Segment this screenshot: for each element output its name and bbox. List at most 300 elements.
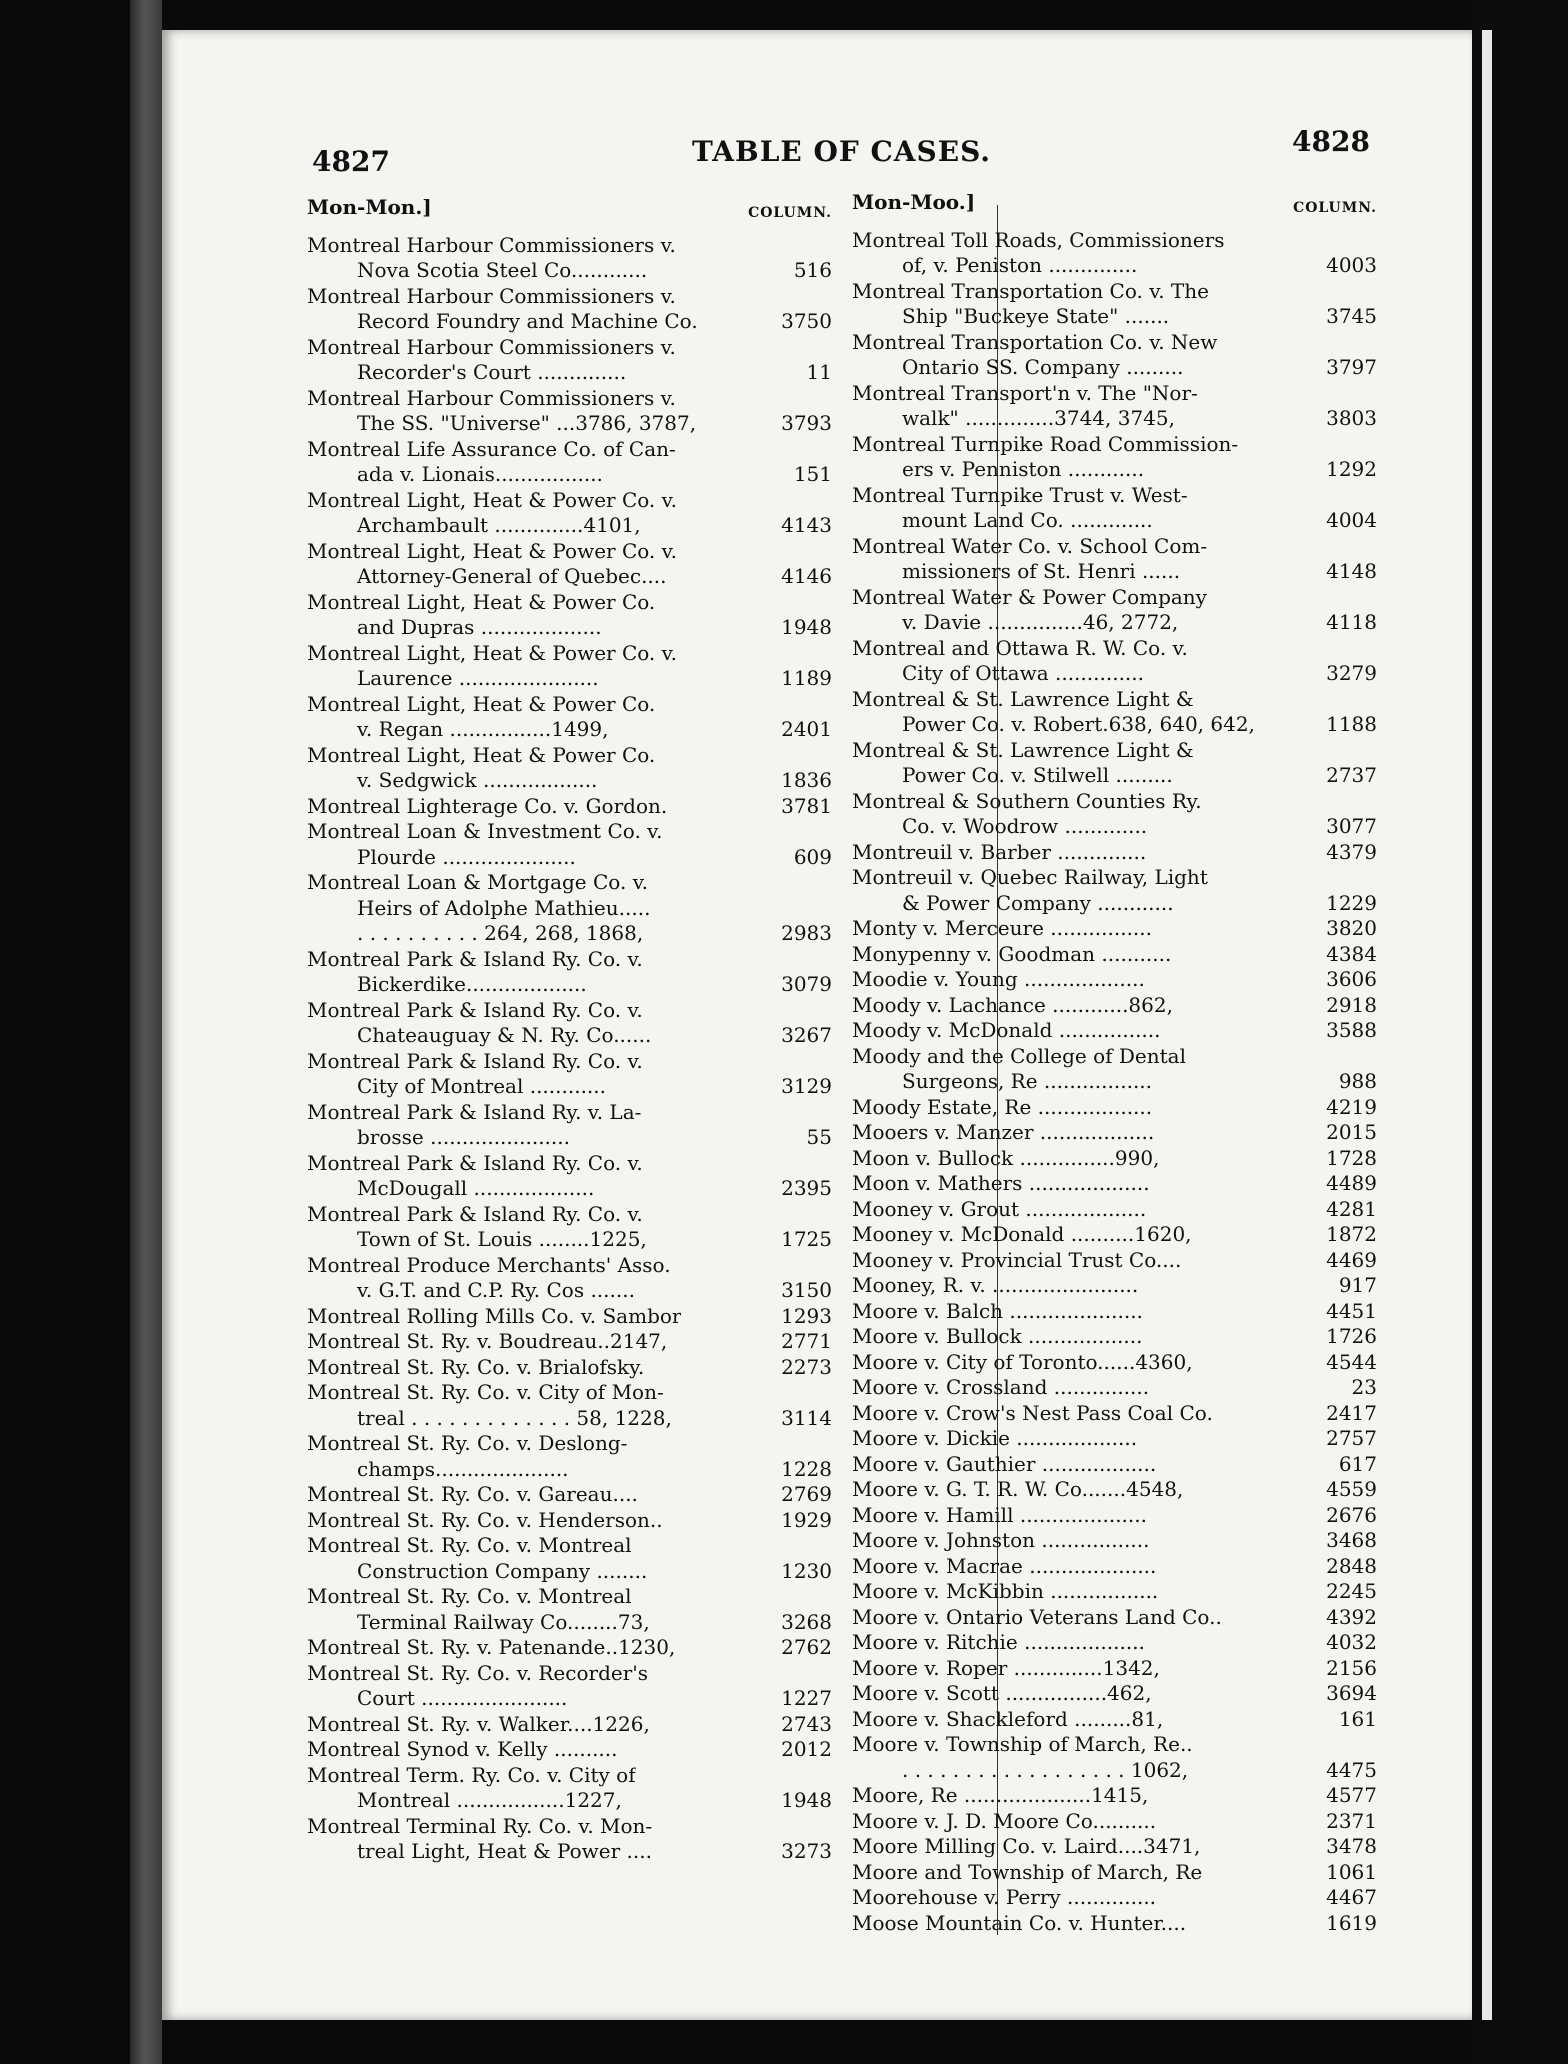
case-text: Montreal Synod v. Kelly .......... (307, 1737, 618, 1761)
case-line (852, 1222, 1377, 1248)
case-line (852, 1860, 1377, 1886)
case-text: Montreal Term. Ry. Co. v. City of (307, 1762, 636, 1787)
case-text: Moore, Re ....................1415, (852, 1783, 1149, 1807)
case-text: Montreal St. Ry. v. Walker....1226, (307, 1711, 650, 1736)
case-entry (307, 335, 832, 386)
column-number: 1230 (781, 1558, 832, 1583)
case-entry (307, 1712, 832, 1738)
column-number: 3468 (1326, 1528, 1377, 1552)
case-entry (852, 1426, 1377, 1452)
case-entry (307, 1380, 832, 1431)
case-line (852, 1783, 1377, 1809)
column-number: 4577 (1326, 1783, 1377, 1807)
case-entry (852, 1911, 1377, 1937)
column-number (826, 1584, 832, 1610)
case-text: Montreal & St. Lawrence Light & (852, 686, 1194, 711)
column-number: 4544 (1326, 1349, 1377, 1374)
case-text: Plourde ..................... (357, 844, 576, 869)
case-line (852, 228, 1377, 254)
column-number (826, 233, 832, 259)
right-column-range: Mon-Moo.] (852, 190, 976, 214)
column-number: 3803 (1326, 406, 1377, 430)
case-text: City of Ottawa .............. (902, 661, 1144, 685)
case-text: Montreal Harbour Commissioners v. (307, 232, 676, 257)
case-line (852, 1630, 1377, 1656)
column-number: 2245 (1326, 1579, 1377, 1603)
case-text: Montreal Loan & Mortgage Co. v. (307, 870, 648, 894)
case-text: Montreuil v. Barber .............. (852, 839, 1147, 864)
case-text: v. Regan ................1499, (357, 717, 609, 741)
case-entry (307, 1304, 832, 1330)
case-line (852, 610, 1377, 636)
column-number: 55 (806, 1125, 832, 1149)
case-entry (852, 381, 1377, 432)
column-number (1371, 432, 1377, 458)
column-number: 4281 (1326, 1196, 1377, 1221)
column-number (1371, 381, 1377, 407)
case-text: Moore Milling Co. v. Laird....3471, (852, 1834, 1201, 1858)
right-entry-list (852, 228, 1377, 1937)
column-number: 2371 (1326, 1808, 1377, 1833)
case-line (307, 615, 832, 641)
case-text: Montreal Park & Island Ry. Co. v. (307, 997, 643, 1022)
case-line (307, 1814, 832, 1840)
column-number (1371, 687, 1377, 713)
case-line (852, 355, 1377, 381)
case-text: Moore v. G. T. R. W. Co.......4548, (852, 1477, 1184, 1501)
case-entry (307, 1737, 832, 1763)
case-text: Montreal Light, Heat & Power Co. v. (307, 538, 677, 563)
case-text: Moore v. Scott ................462, (852, 1681, 1152, 1705)
column-number (826, 819, 832, 845)
right-column-header (852, 190, 1377, 222)
case-line (307, 1049, 832, 1075)
column-number: 1619 (1326, 1910, 1377, 1935)
case-line (852, 1707, 1377, 1733)
column-number (826, 1100, 832, 1126)
column-number (826, 1814, 832, 1840)
case-line (852, 687, 1377, 713)
case-line (852, 661, 1377, 687)
column-number: 4219 (1326, 1094, 1377, 1119)
case-entry (307, 437, 832, 488)
case-text: Montreal Transportation Co. v. The (852, 278, 1209, 303)
case-entry (852, 1120, 1377, 1146)
case-text: Ship "Buckeye State" ....... (902, 304, 1170, 328)
column-number: 617 (1338, 1451, 1377, 1476)
column-number: 4469 (1326, 1247, 1377, 1272)
case-entry (852, 1324, 1377, 1350)
case-entry (307, 386, 832, 437)
case-text: & Power Company ............ (902, 890, 1174, 915)
case-text: Montreal Terminal Ry. Co. v. Mon- (307, 1813, 653, 1838)
case-text: . . . . . . . . . . 264, 268, 1868, (357, 921, 644, 945)
case-text: Montreal Water Co. v. School Com- (852, 533, 1208, 558)
case-line (852, 1171, 1377, 1197)
case-entry (307, 284, 832, 335)
case-entry (852, 687, 1377, 738)
case-text: missioners of St. Henri ...... (902, 559, 1181, 583)
case-text: Heirs of Adolphe Mathieu..... (357, 895, 651, 920)
case-text: Moore v. Macrae .................... (852, 1553, 1157, 1578)
case-line (307, 386, 832, 412)
case-text: v. G.T. and C.P. Ry. Cos ....... (357, 1278, 635, 1302)
case-line (852, 1758, 1377, 1784)
column-number (1371, 865, 1377, 891)
case-text: Montreal Loan & Investment Co. v. (307, 819, 663, 843)
case-entry (852, 789, 1377, 840)
case-line (307, 1151, 832, 1177)
case-text: Montreuil v. Quebec Railway, Light (852, 865, 1208, 889)
case-entry (852, 1146, 1377, 1172)
case-line (307, 411, 832, 437)
case-entry (852, 1018, 1377, 1044)
column-number: 4118 (1326, 610, 1377, 634)
case-text: Montreal St. Ry. Co. v. Deslong- (307, 1431, 628, 1455)
column-number: 2757 (1326, 1426, 1377, 1450)
column-number: 2676 (1326, 1502, 1377, 1527)
column-number (826, 1763, 832, 1789)
case-text: Moore v. Crossland ............... (852, 1375, 1150, 1399)
column-number (826, 641, 832, 667)
case-entry (852, 865, 1377, 916)
column-number: 2769 (781, 1482, 832, 1506)
case-line (852, 891, 1377, 917)
case-text: Mooney, R. v. ....................... (852, 1273, 1139, 1297)
column-number: 988 (1338, 1069, 1377, 1093)
case-text: Monypenny v. Goodman ........... (852, 941, 1172, 966)
case-entry (852, 1375, 1377, 1401)
case-line (852, 1350, 1377, 1376)
case-entry (852, 585, 1377, 636)
column-number: 3267 (781, 1023, 832, 1047)
case-text: v. Davie ...............46, 2772, (902, 610, 1179, 634)
case-text: The SS. "Universe" ...3786, 3787, (357, 411, 697, 435)
column-number: 1188 (1326, 712, 1377, 736)
column-number: 3114 (781, 1405, 832, 1430)
column-number (1371, 279, 1377, 305)
case-text: Moore v. Ritchie ................... (852, 1630, 1145, 1654)
case-text: Montreal Turnpike Road Commission- (852, 431, 1239, 456)
case-line (307, 717, 832, 743)
case-line (307, 921, 832, 947)
case-line (852, 1605, 1377, 1631)
column-number: 2156 (1326, 1655, 1377, 1680)
column-number (826, 386, 832, 412)
column-number: 3820 (1326, 916, 1377, 940)
case-line (307, 1839, 832, 1865)
case-entry (852, 1248, 1377, 1274)
case-line (307, 1253, 832, 1279)
column-number: 4003 (1326, 253, 1377, 277)
case-text: treal Light, Heat & Power .... (357, 1839, 652, 1863)
case-text: Moon v. Bullock ...............990, (852, 1145, 1160, 1170)
column-number: 1872 (1326, 1222, 1377, 1246)
case-line (307, 870, 832, 896)
column-number: 2012 (781, 1737, 832, 1761)
case-entry (307, 1584, 832, 1635)
case-entry (307, 1049, 832, 1100)
case-text: Montreal & St. Lawrence Light & (852, 737, 1194, 762)
case-entry (307, 1253, 832, 1304)
case-text: Mooers v. Manzer .................. (852, 1120, 1155, 1144)
case-line (852, 1273, 1377, 1299)
case-text: Mooney v. Grout ................... (852, 1196, 1147, 1221)
case-text: Moore v. Johnston ................. (852, 1528, 1150, 1552)
case-text: ers v. Penniston ............ (902, 457, 1145, 481)
column-number (1371, 789, 1377, 815)
case-line (307, 284, 832, 310)
case-text: Moore v. McKibbin ................. (852, 1579, 1159, 1603)
case-text: ada v. Lionais................. (357, 462, 603, 486)
case-entry (852, 483, 1377, 534)
column-number (826, 998, 832, 1024)
column-number: 1229 (1326, 890, 1377, 915)
column-number (1371, 534, 1377, 560)
column-number (826, 284, 832, 310)
case-line (307, 1329, 832, 1355)
case-text: Moore v. Ontario Veterans Land Co.. (852, 1604, 1222, 1629)
case-entry (852, 1630, 1377, 1656)
column-number: 3694 (1326, 1681, 1377, 1705)
case-line (852, 534, 1377, 560)
column-number: 2401 (781, 717, 832, 741)
case-entry (852, 1197, 1377, 1223)
case-text: Power Co. v. Robert.638, 640, 642, (902, 712, 1255, 736)
column-number: 4467 (1326, 1885, 1377, 1909)
case-text: v. Sedgwick .................. (357, 768, 598, 792)
case-text: Montreal .................1227, (357, 1788, 622, 1812)
case-entry (852, 1707, 1377, 1733)
case-line (852, 406, 1377, 432)
case-line (307, 564, 832, 590)
case-line (852, 814, 1377, 840)
case-text: Montreal Harbour Commissioners v. (307, 334, 676, 359)
column-number: 3606 (1326, 967, 1377, 991)
case-line (307, 819, 832, 845)
column-number: 3750 (781, 309, 832, 333)
case-entry (307, 1814, 832, 1865)
case-text: Moore v. Gauthier .................. (852, 1451, 1157, 1476)
case-entry (307, 641, 832, 692)
column-number: 3797 (1326, 355, 1377, 379)
case-text: Montreal Lighterage Co. v. Gordon. (307, 793, 668, 818)
case-entry (307, 743, 832, 794)
column-number: 4148 (1326, 559, 1377, 583)
case-entry (852, 1834, 1377, 1860)
column-number: 2417 (1326, 1400, 1377, 1425)
case-text: Montreal Park & Island Ry. Co. v. (307, 946, 643, 971)
case-line (852, 1248, 1377, 1274)
case-line (852, 1579, 1377, 1605)
case-entry (307, 819, 832, 870)
column-number: 2918 (1326, 992, 1377, 1017)
case-line (307, 1355, 832, 1381)
column-number (826, 1049, 832, 1075)
column-number (826, 1151, 832, 1177)
column-number: 3279 (1326, 661, 1377, 685)
case-text: Attorney-General of Quebec.... (357, 564, 667, 588)
case-text: Moody Estate, Re .................. (852, 1094, 1153, 1119)
column-number: 3273 (781, 1839, 832, 1863)
case-line (307, 1482, 832, 1508)
case-line (852, 1375, 1377, 1401)
column-number: 3268 (781, 1609, 832, 1634)
case-entry (852, 1171, 1377, 1197)
case-entry (852, 1044, 1377, 1095)
case-line (852, 1732, 1377, 1758)
case-entry (852, 1222, 1377, 1248)
case-text: Montreal Park & Island Ry. v. La- (307, 1099, 642, 1124)
column-number (826, 896, 832, 922)
column-number (826, 1380, 832, 1406)
case-text: Montreal St. Ry. v. Patenande..1230, (307, 1635, 676, 1659)
case-entry (307, 1533, 832, 1584)
case-entry (852, 738, 1377, 789)
case-text: Moore v. J. D. Moore Co.......... (852, 1808, 1157, 1833)
column-number: 4392 (1326, 1604, 1377, 1629)
column-number: 2762 (781, 1635, 832, 1659)
case-line (852, 253, 1377, 279)
case-line (852, 1656, 1377, 1682)
case-line (852, 381, 1377, 407)
case-text: Archambault ..............4101, (357, 513, 641, 537)
column-number (826, 590, 832, 616)
column-number (826, 1431, 832, 1457)
column-number (826, 539, 832, 565)
case-text: Moore v. Shackleford .........81, (852, 1706, 1164, 1731)
case-entry (852, 1477, 1377, 1503)
case-line (307, 1737, 832, 1763)
left-column-range: Mon-Mon.] (307, 195, 432, 219)
column-number (826, 692, 832, 718)
case-entry (307, 1661, 832, 1712)
column-number (826, 1661, 832, 1687)
case-line (852, 1299, 1377, 1325)
column-number: 3793 (781, 411, 832, 435)
case-line (307, 998, 832, 1024)
case-line (307, 641, 832, 667)
case-line (852, 1044, 1377, 1070)
case-line (852, 1528, 1377, 1554)
case-text: Montreal Life Assurance Co. of Can- (307, 436, 676, 461)
column-number: 11 (806, 360, 832, 384)
case-text: Chateauguay & N. Ry. Co...... (357, 1023, 652, 1047)
case-line (852, 789, 1377, 815)
column-number: 151 (793, 462, 832, 486)
column-number (1371, 1732, 1377, 1758)
case-line (307, 1686, 832, 1712)
column-number: 4143 (781, 513, 832, 537)
left-page-number: 4827 (312, 145, 390, 178)
page-title: TABLE OF CASES. (692, 135, 992, 168)
case-text: Montreal Harbour Commissioners v. (307, 385, 676, 410)
case-text: Montreal St. Ry. Co. v. Montreal (307, 1584, 632, 1608)
column-number: 3077 (1326, 814, 1377, 838)
case-text: Moorehouse v. Perry .............. (852, 1885, 1157, 1909)
book-spine (130, 0, 162, 2064)
column-number: 4379 (1326, 839, 1377, 864)
column-number: 2983 (781, 921, 832, 945)
case-entry (307, 539, 832, 590)
case-entry (307, 1763, 832, 1814)
case-line (852, 1809, 1377, 1835)
case-text: Montreal St. Ry. Co. v. Gareau.... (307, 1482, 638, 1506)
case-line (852, 1120, 1377, 1146)
right-page-number: 4828 (1292, 125, 1370, 158)
case-text: Montreal & Southern Counties Ry. (852, 788, 1202, 813)
case-text: Mooney v. McDonald ..........1620, (852, 1222, 1192, 1246)
case-entry (852, 1732, 1377, 1783)
column-number: 1726 (1326, 1324, 1377, 1348)
case-line (307, 692, 832, 718)
column-number (1371, 738, 1377, 764)
column-number: 1728 (1326, 1145, 1377, 1170)
column-number: 2737 (1326, 763, 1377, 787)
case-line (307, 1788, 832, 1814)
column-number: 3129 (781, 1074, 832, 1098)
column-number: 2743 (781, 1711, 832, 1736)
case-line (852, 1095, 1377, 1121)
case-text: Moody v. Lachance ............862, (852, 992, 1173, 1017)
case-entry (852, 942, 1377, 968)
column-number: 4146 (781, 564, 832, 588)
column-number: 1227 (781, 1686, 832, 1710)
case-entry (307, 1482, 832, 1508)
column-number: 1293 (781, 1303, 832, 1328)
case-text: Montreal Toll Roads, Commissioners (852, 227, 1225, 252)
case-line (852, 1554, 1377, 1580)
case-text: Moose Mountain Co. v. Hunter.... (852, 1910, 1187, 1935)
case-text: Court ....................... (357, 1686, 568, 1710)
case-entry (852, 1273, 1377, 1299)
case-line (852, 1452, 1377, 1478)
case-text: Montreal St. Ry. Co. v. City of Mon- (307, 1380, 664, 1404)
case-text: Montreal St. Ry. Co. v. Brialofsky. (307, 1354, 645, 1379)
case-entry (307, 1151, 832, 1202)
case-line (852, 1911, 1377, 1937)
case-text: Moody and the College of Dental (852, 1043, 1186, 1068)
case-text: Terminal Railway Co........73, (357, 1609, 650, 1634)
case-entry (307, 488, 832, 539)
case-line (307, 462, 832, 488)
case-entry (307, 233, 832, 284)
case-text: of, v. Peniston .............. (902, 253, 1138, 277)
case-entry (852, 1681, 1377, 1707)
case-entry (852, 228, 1377, 279)
case-line (852, 304, 1377, 330)
case-text: Moore v. Dickie ................... (852, 1426, 1138, 1450)
case-line (307, 590, 832, 616)
case-line (307, 1533, 832, 1559)
case-text: Co. v. Woodrow ............. (902, 814, 1148, 838)
case-entry (852, 1299, 1377, 1325)
book-page (162, 30, 1472, 2020)
case-text: mount Land Co. ............. (902, 508, 1153, 532)
case-text: Moore v. Balch ..................... (852, 1298, 1143, 1323)
column-number: 3781 (781, 793, 832, 818)
column-number (1371, 1044, 1377, 1070)
case-text: Montreal Park & Island Ry. Co. v. (307, 1201, 643, 1226)
case-text: Montreal Transportation Co. v. New (852, 329, 1218, 354)
case-line (307, 539, 832, 565)
case-text: Montreal Rolling Mills Co. v. Sambor (307, 1303, 682, 1328)
case-text: Montreal Light, Heat & Power Co. (307, 691, 656, 716)
case-entry (852, 534, 1377, 585)
case-entry (307, 794, 832, 820)
right-column-label: COLUMN. (1293, 200, 1377, 216)
case-line (852, 1324, 1377, 1350)
